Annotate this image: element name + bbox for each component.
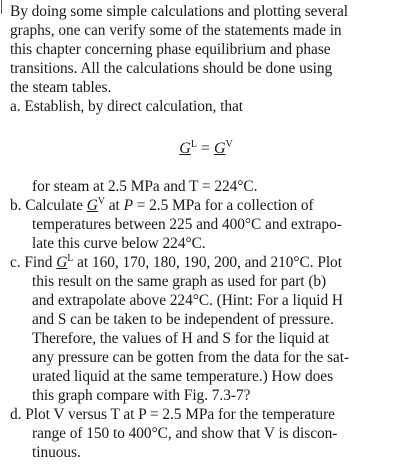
part-d-line-2: range of 150 to 400°C, and show that V is discon- xyxy=(32,425,338,442)
part-c-line-5: Therefore, the values of H and S for the liquid at xyxy=(32,330,330,347)
part-c-line-2: this result on the same graph as used for part (b) xyxy=(32,273,327,290)
part-a-line-2: for steam at 2.5 MPa and T = 224°C. xyxy=(32,178,258,195)
part-c-l1-post: at 160, 170, 180, 190, 200, and 210°C. Plot xyxy=(73,254,342,271)
eq-left-superscript: L xyxy=(190,139,197,150)
corner-bracket xyxy=(1,0,8,14)
part-b-l1-post: = 2.5 MPa for a collection of xyxy=(132,197,314,214)
part-b-l1-pre: b. Calculate xyxy=(10,197,87,214)
eq-equals: = xyxy=(196,140,214,157)
eq-left-symbol: G xyxy=(179,140,191,157)
part-c-line-8: this graph compare with Fig. 7.3-7? xyxy=(32,387,251,404)
part-c-line-6: any pressure can be gotten from the data for the sat- xyxy=(32,349,350,366)
eq-right-symbol: G xyxy=(213,140,226,157)
eq-right-superscript: V xyxy=(225,139,233,150)
part-b-gv-superscript: V xyxy=(97,196,105,207)
intro-line-5: the steam tables. xyxy=(10,79,112,96)
part-a-line-1: a. Establish, by direct calculation, that xyxy=(10,98,244,115)
part-c-line-4: and S can be taken to be independent of pressure. xyxy=(32,311,334,328)
part-c-line-3: and extrapolate above 224°C. (Hint: For a liquid H xyxy=(32,292,343,309)
part-b-p-symbol: P xyxy=(123,197,133,214)
intro-line-4: transitions. All the calculations should be done using xyxy=(10,60,333,77)
intro-line-2: graphs, one can verify some of the statements made in xyxy=(10,22,342,39)
part-d-line-1: d. Plot V versus T at P = 2.5 MPa for the temperature xyxy=(10,406,335,423)
part-b-line-3: late this curve below 224°C. xyxy=(32,235,206,252)
intro-line-1: By doing some simple calculations and plotting several xyxy=(10,3,348,20)
part-c-l1-pre: c. Find xyxy=(10,254,57,271)
equation-gl-equals-gv xyxy=(0,139,412,159)
part-b-line-1 xyxy=(10,196,314,215)
part-c-line-1 xyxy=(10,253,342,272)
part-b-line-2: temperatures between 225 and 400°C and extrapo- xyxy=(32,216,342,233)
part-d-line-3: tinuous. xyxy=(32,444,81,461)
part-b-gv-symbol: G xyxy=(86,197,98,214)
part-c-line-7: urated liquid at the same temperature.) How does xyxy=(32,368,334,385)
intro-line-3: this chapter concerning phase equilibrium and phase xyxy=(10,41,331,58)
part-b-l1-mid: at xyxy=(104,197,124,214)
part-c-gl-symbol: G xyxy=(56,254,68,271)
part-c-gl-superscript: L xyxy=(67,253,74,264)
